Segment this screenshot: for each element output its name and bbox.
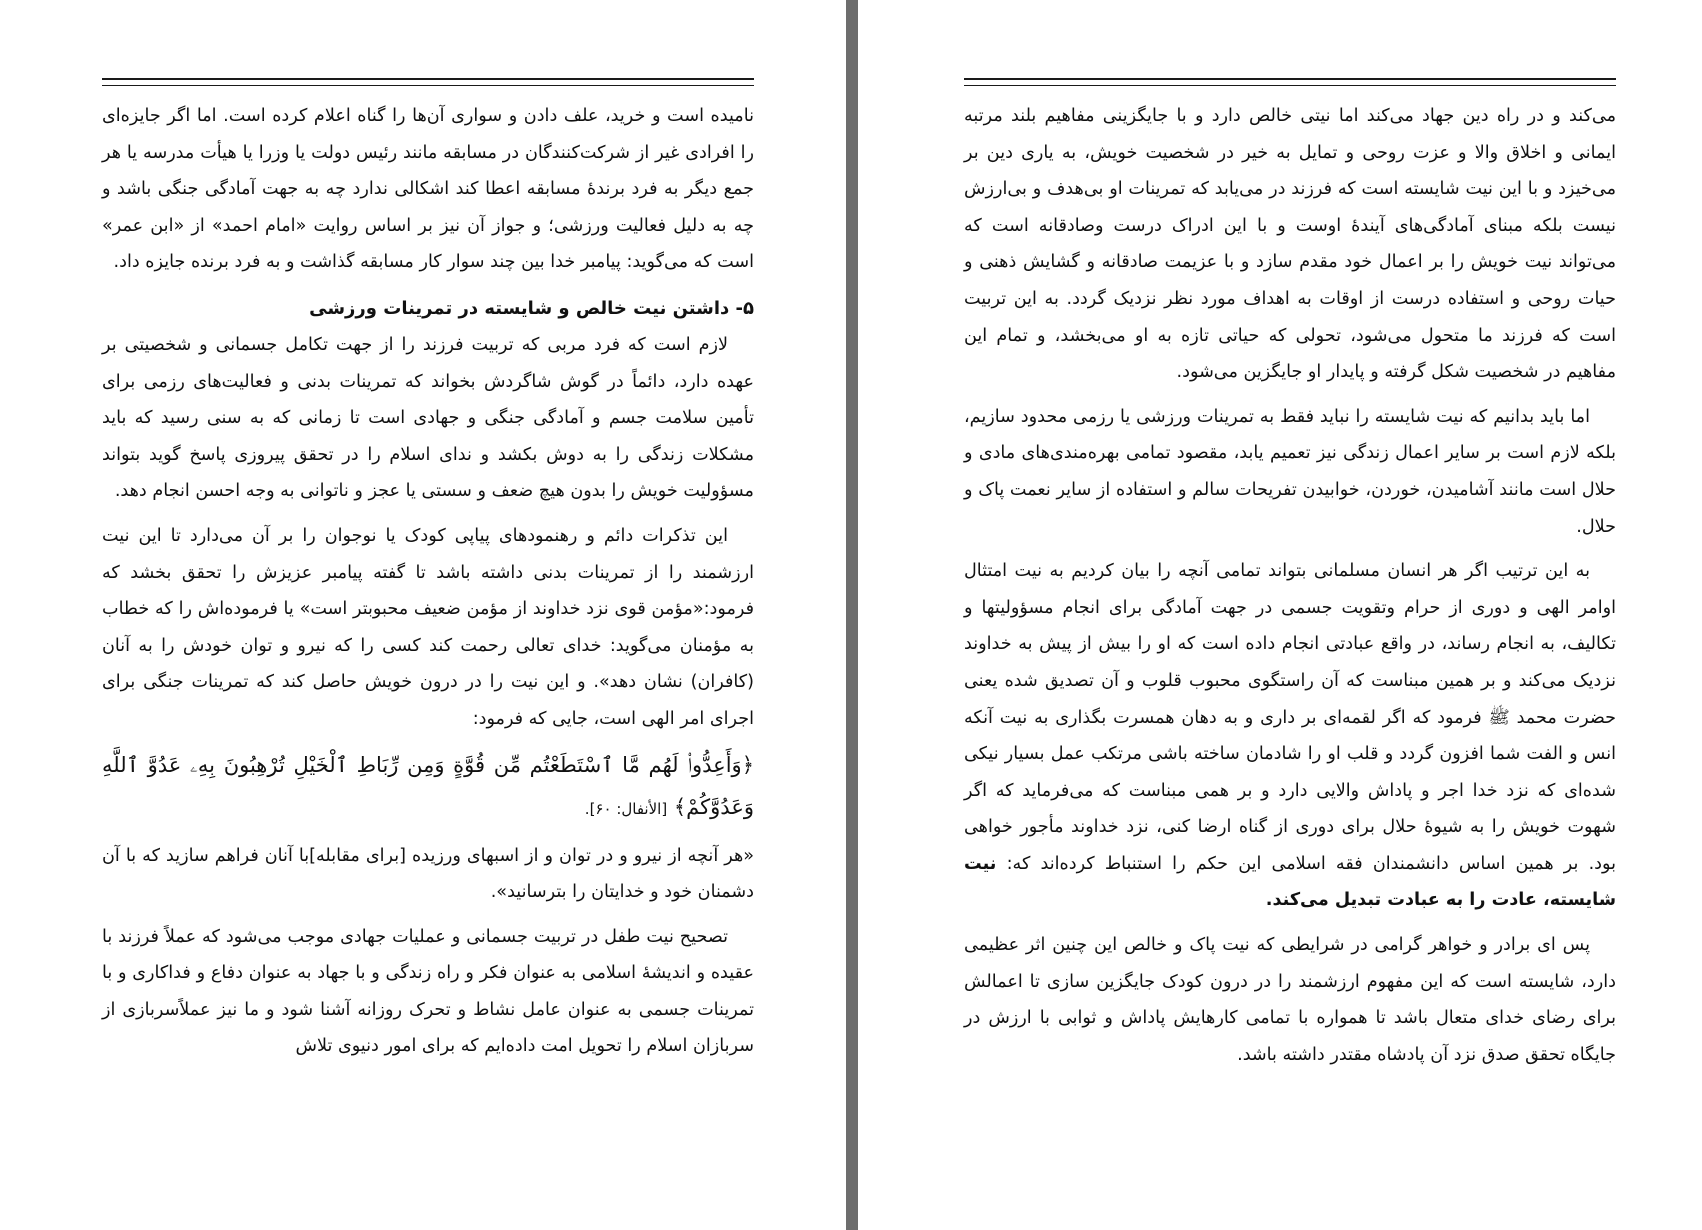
book-spine — [846, 0, 858, 1230]
quran-verse — [102, 744, 754, 830]
header-rule — [102, 78, 754, 86]
paragraph: نامیده است و خرید، علف دادن و سواری آن‌ها را گناه اعلام کرده است. اما اگر جایزه‌ای را افرادی غیر از شرکت‌کنندگان در مسابقه مانند رئیس دولت یا وزرا یا هیأت مدرسه یا هر جمع دیگر به فرد برندۀ مسابقه اعطا کند اشکالی ندارد چه به جهت آمادگی جنگی باشد و چه به دلیل فعالیت ورزشی؛ و جواز آن نیز بر اساس روایت «امام احمد» از «ابن عمر» است که می‌گوید: پیامبر خدا بین چند سوار کار مسابقه گذاشت و به فرد برنده جایزه داد. — [102, 106, 754, 273]
verse-translation: «هر آنچه از نیرو و در توان و از اسبهای ورزیده [برای مقابله]با آنان فراهم سازید که با آن دشمنان خود و خدایتان را بترسانید». — [102, 845, 754, 903]
paragraph-text: به این ترتیب اگر هر انسان مسلمانی بتواند تمامی آنچه را بیان کردیم به نیت امتثال اوامر الهی و دوری از حرام وتقویت جسمی در جهت آمادگی برای انجام مسؤولیتها و تکالیف، به انجام رساند، در واقع عبادتی انجام داده است که او را بیش از پیش به خداوند نزدیک می‌کند و بر همین مبناست که آن راستگوی محبوب قلوب و آن تصدیق شده یعنی حضرت محمد ﷺ فرمود که اگر لقمه‌ای بر داری و به دهان همسرت بگذاری به نیت آنکه انس و الفت شما افزون گردد و قلب او را شادمان ساخته باشی مرتکب عمل بسیار نیکی شده‌ای که نزد خدا اجر و پاداش والایی دارد و بر همی مبناست که می‌فرماید که اگر شهوت خویش را به شیوۀ حلال برای دوری از گناه ارضا کنی، نزد خداوند مأجور خواهی بود. بر همین اساس دانشمندان فقه اسلامی این حکم را استنباط کرده‌اند که: — [964, 561, 1616, 874]
paragraph: می‌کند و در راه دین جهاد می‌کند اما نیتی خالص دارد و با جایگزینی مفاهیم بلند مرتبه ایمانی و اخلاق والا و عزت روحی و تمایل به خیر در شخصیت خویش، به یاری دین بر می‌خیزد و با این نیت شایسته است که فرزند در می‌یابد که تمرینات او بی‌هدف و بی‌ارزش نیست بلکه مبنای آمادگی‌های آیندۀ اوست و با این ادراک درست وصادقانه است که می‌تواند نیت خویش را بر اعمال خود مقدم سازد و با عزیمت صادقانه و گشایش ذهنی و حیات روحی و استفاده درست از اوقات به اهداف مورد نظر نزدیک گردد. به این تربیت است که فرزند ما متحول می‌شود، تحولی که حیاتی تازه به او می‌بخشد، و تمام این مفاهیم در شخصیت شکل گرفته و پایدار او جایگزین می‌شود. — [964, 106, 1616, 383]
section-heading: ۵- داشتن نیت خالص و شایسته در تمرینات ورزشی — [309, 297, 754, 319]
verse-reference: [الأنفال: ۶۰]. — [584, 799, 668, 818]
header-rule — [964, 78, 1616, 86]
paragraph: این تذکرات دائم و رهنمودهای پیاپی کودک یا نوجوان را بر آن می‌دارد تا این نیت ارزشمند را از تمرینات بدنی داشته باشد تا گفته پیامبر عزیزش را تحقق بخشد که فرمود:«مؤمن قوی نزد خداوند از مؤمن ضعیف محبوبتر است» یا فرموده‌اش را که خطاب به مؤمنان می‌گوید: خدای تعالی رحمت کند کسی را که نیرو و توان خودش را به آنان (کافران) نشان دهد». و این نیت را در درون خویش حاصل کند که تمرینات جنگی برای اجرای امر الهی است، جایی که فرمود: — [102, 525, 754, 729]
paragraph: پس ای برادر و خواهر گرامی در شرایطی که نیت پاک و خالص این چنین اثر عظیمی دارد، شایسته است که این مفهوم ارزشمند را در درون کودک جایگزین سازی تا اعمالش برای رضای خدای متعال باشد تا همواره با تمامی کارهایش پاداش و ثوابی با ارزش در جایگاه تحقق صدق نزد آن پادشاه مقتدر داشته باشد. — [964, 935, 1616, 1065]
paragraph: اما باید بدانیم که نیت شایسته را نباید فقط به تمرینات ورزشی یا رزمی محدود سازیم، بلکه لازم است بر سایر اعمال زندگی نیز تعمیم یابد، مقصود تمامی بهره‌مندی‌های مادی و حلال است مانند آشامیدن، خوردن، خوابیدن تفریحات سالم و استفاده از سایر نعمت پاک و حلال. — [964, 406, 1616, 537]
left-page — [102, 78, 754, 1065]
verse-text: ﴿وَأَعِدُّوا۟ لَهُم مَّا ٱسْتَطَعْتُم مِّن قُوَّةٍ وَمِن رِّبَاطِ ٱلْخَيْلِ تُرْهِبُونَ بِهِۦ عَدُوَّ ٱللَّهِ وَعَدُوَّكُمْ﴾ — [102, 752, 754, 819]
bold-rule: نیت شایسته، عادت را به عبادت تبدیل می‌کند. — [964, 853, 1616, 911]
right-page — [964, 78, 1616, 1073]
paragraph: تصحیح نیت طفل در تربیت جسمانی و عملیات جهادی موجب می‌شود که عملاً فرزند با عقیده و اندیشۀ اسلامی به عنوان فکر و راه زندگی و با جهاد به عنوان دفاع و فداکاری و با تمرینات جسمی به عنوان عامل نشاط و تحرک روزانه آشنا شود و ما نیز عملاًسربازی از سربازان اسلام را تحویل امت داده‌ایم که برای امور دنیوی تلاش — [102, 926, 754, 1057]
paragraph — [964, 553, 1616, 919]
paragraph: لازم است که فرد مربی که تربیت فرزند را از جهت تکامل جسمانی و شخصیتی بر عهده دارد، دائماً در گوش شاگردش بخواند که تمرینات بدنی و فعالیت‌های رزمی برای تأمین سلامت جسم و آمادگی جنگی و جهادی است تا زمانی که به سنی رسید که باید مشکلات زندگی را به دوش بکشد و ندای اسلام را در تحقق پیروزی پاسخ گوید بتواند مسؤولیت خویش را بدون هیچ ضعف و سستی یا عجز و ناتوانی به وجه احسن انجام دهد. — [102, 334, 754, 502]
